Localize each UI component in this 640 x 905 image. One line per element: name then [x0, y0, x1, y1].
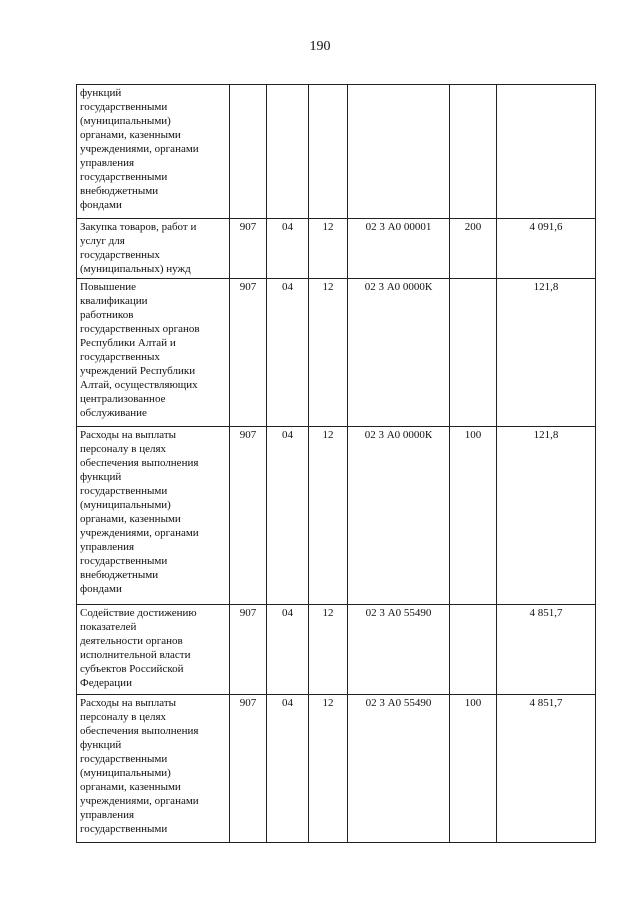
expense-type-cell: 200	[450, 219, 497, 279]
target-article-cell: 02 3 А0 0000К	[348, 427, 450, 605]
table-row	[77, 605, 596, 695]
table-row	[77, 279, 596, 427]
expense-type-cell: 100	[450, 427, 497, 605]
grbs-code-cell: 907	[230, 427, 267, 605]
section-code-cell: 04	[267, 695, 309, 843]
grbs-code-cell: 907	[230, 695, 267, 843]
expense-type-cell: 100	[450, 695, 497, 843]
section-code-cell	[267, 85, 309, 219]
amount-cell: 121,8	[497, 279, 596, 427]
table-row	[77, 85, 596, 219]
grbs-code-cell: 907	[230, 279, 267, 427]
grbs-code-cell: 907	[230, 219, 267, 279]
table-row	[77, 427, 596, 605]
target-article-cell: 02 3 А0 0000К	[348, 279, 450, 427]
target-article-cell: 02 3 А0 55490	[348, 605, 450, 695]
target-article-cell	[348, 85, 450, 219]
expense-type-cell	[450, 605, 497, 695]
subsection-code-cell: 12	[309, 605, 348, 695]
subsection-code-cell: 12	[309, 695, 348, 843]
row-name-cell: Повышение квалификации работников государственных органов Республики Алтай и государственных учреждений Республики Алтай, осуществляющих централизованное обслуживание	[77, 279, 230, 427]
expense-type-cell	[450, 279, 497, 427]
subsection-code-cell	[309, 85, 348, 219]
target-article-cell: 02 3 А0 55490	[348, 695, 450, 843]
row-name-cell: функций государственными (муниципальными) органами, казенными учреждениями, органами управления государственными внебюджетными фондами	[77, 85, 230, 219]
grbs-code-cell	[230, 85, 267, 219]
subsection-code-cell: 12	[309, 427, 348, 605]
section-code-cell: 04	[267, 427, 309, 605]
section-code-cell: 04	[267, 605, 309, 695]
row-name-cell: Закупка товаров, работ и услуг для государственных (муниципальных) нужд	[77, 219, 230, 279]
amount-cell: 4 851,7	[497, 695, 596, 843]
amount-cell: 4 851,7	[497, 605, 596, 695]
expense-type-cell	[450, 85, 497, 219]
amount-cell	[497, 85, 596, 219]
amount-cell: 121,8	[497, 427, 596, 605]
budget-table	[76, 84, 596, 843]
row-name-cell: Расходы на выплаты персоналу в целях обеспечения выполнения функций государственными (муниципальными) органами, казенными учреждениями, органами управления государственными	[77, 695, 230, 843]
section-code-cell: 04	[267, 279, 309, 427]
amount-cell: 4 091,6	[497, 219, 596, 279]
grbs-code-cell: 907	[230, 605, 267, 695]
section-code-cell: 04	[267, 219, 309, 279]
table-row	[77, 219, 596, 279]
table-row	[77, 695, 596, 843]
target-article-cell: 02 3 А0 00001	[348, 219, 450, 279]
row-name-cell: Содействие достижению показателей деятельности органов исполнительной власти субъектов Российской Федерации	[77, 605, 230, 695]
subsection-code-cell: 12	[309, 219, 348, 279]
subsection-code-cell: 12	[309, 279, 348, 427]
row-name-cell: Расходы на выплаты персоналу в целях обеспечения выполнения функций государственными (муниципальными) органами, казенными учреждениями, органами управления государственными внебюджетными фондами	[77, 427, 230, 605]
page-number: 190	[309, 39, 331, 54]
